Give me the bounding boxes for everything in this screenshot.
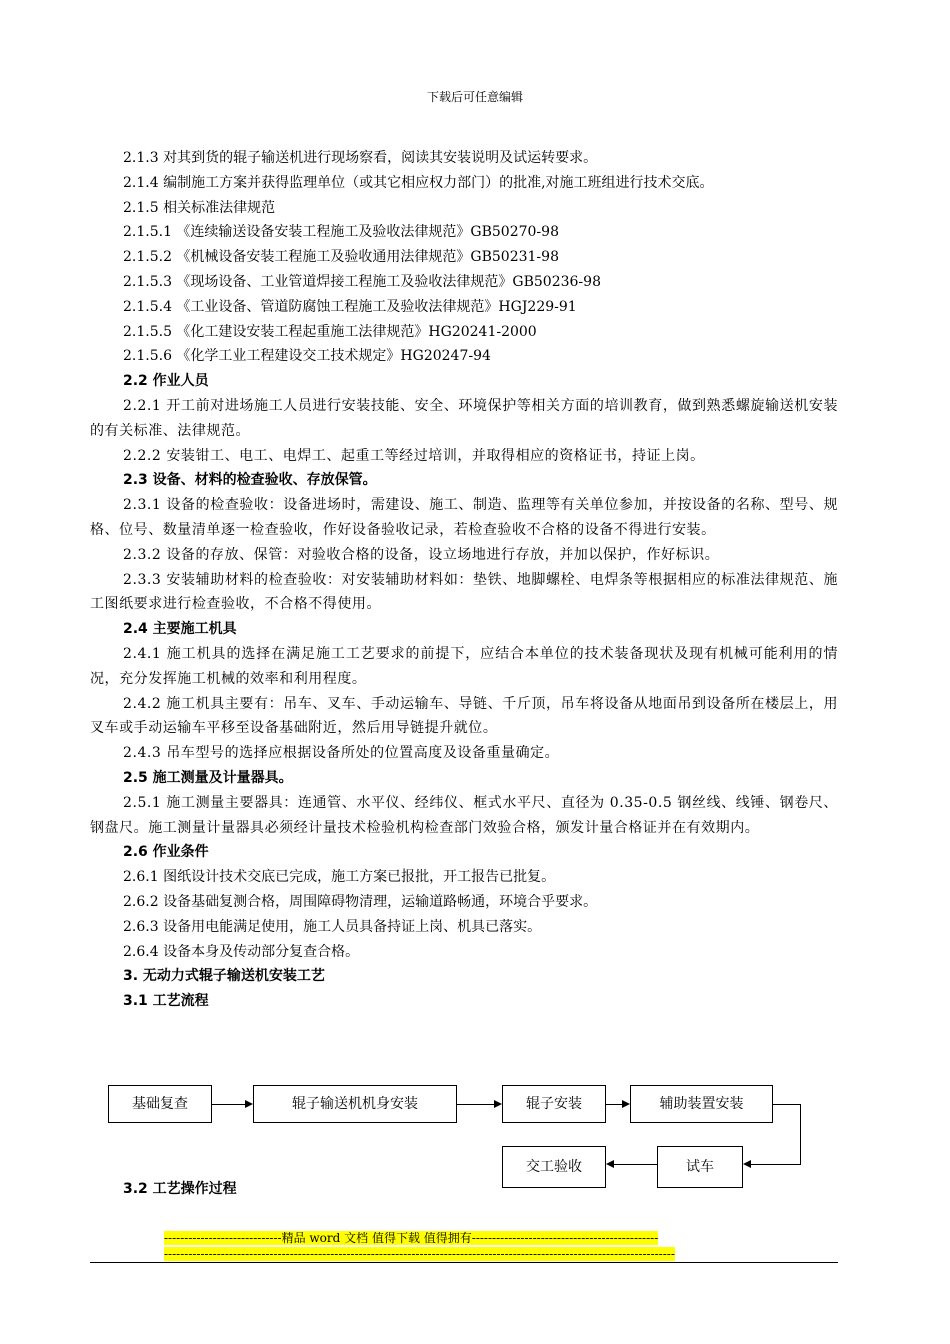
clause-2-6-4: 2.6.4 设备本身及传动部分复查合格。 xyxy=(123,943,360,960)
flow-arrow-head-4 xyxy=(743,1160,751,1168)
section-heading-2-5: 2.5 施工测量及计量器具。 xyxy=(123,769,293,786)
flow-arrow-line-3 xyxy=(606,1104,623,1105)
flow-connector-right xyxy=(773,1104,800,1105)
section-heading-2-2: 2.2 作业人员 xyxy=(123,373,209,390)
flow-arrow-line-1 xyxy=(212,1104,246,1105)
clause-2-1-3: 2.1.3 对其到货的辊子输送机进行现场察看，阅读其安装说明及试运转要求。 xyxy=(123,150,598,166)
clause-2-3-3: 2.3.3 安装辅助材料的检查验收：对安装辅助材料如：垫铁、地脚螺栓、电焊条等根据相应的标准法律规范、施工图纸要求进行检查验收，不合格不得使用。 xyxy=(90,571,838,613)
clause-2-4-2: 2.4.2 施工机具主要有：吊车、叉车、手动运输车、导链、千斤顶，吊车将设备从地面吊到设备所在楼层上，用叉车或手动运输车平移至设备基础附近，然后用导链提升就位。 xyxy=(90,695,838,737)
section-heading-2-6: 2.6 作业条件 xyxy=(123,844,209,861)
clause-2-1-4: 2.1.4 编制施工方案并获得监理单位（或其它相应权力部门）的批准,对施工班组进行技术交底。 xyxy=(123,174,714,191)
footer-banner xyxy=(164,1230,675,1262)
flow-arrow-head-3 xyxy=(622,1100,630,1108)
clause-2-3-1: 2.3.1 设备的检查验收：设备进场时，需建设、施工、制造、监理等有关单位参加，并按设备的名称、型号、规格、位号、数量清单逐一检查验收，作好设备验收记录，若检查验收不合格的设备不得进行安装。 xyxy=(90,497,838,538)
clause-2-3-2: 2.3.2 设备的存放、保管：对验收合格的设备，设立场地进行存放，并加以保护，作好标识。 xyxy=(123,546,720,563)
section-heading-3-1: 3.1 工艺流程 xyxy=(123,993,209,1010)
footer-line-1: -----------------------------精品 word 文档 值得下载 值得拥有---------------------------------------------- xyxy=(164,1231,659,1245)
clause-2-6-2: 2.6.2 设备基础复测合格，周围障碍物清理，运输道路畅通，环境合乎要求。 xyxy=(123,893,598,910)
flow-arrow-head-5 xyxy=(606,1160,614,1168)
clause-2-1-5-3: 2.1.5.3 《现场设备、工业管道焊接工程施工及验收法律规范》GB50236-98 xyxy=(123,273,601,290)
footer-rule xyxy=(90,1262,838,1263)
section-heading-3: 3. 无动力式辊子输送机安装工艺 xyxy=(123,968,325,985)
flow-arrow-line-5 xyxy=(614,1164,657,1165)
flow-box-test-run: 试车 xyxy=(657,1146,743,1188)
flow-box-frame-install: 辊子输送机机身安装 xyxy=(253,1085,457,1123)
clause-2-2-1: 2.2.1 开工前对进场施工人员进行安装技能、安全、环境保护等相关方面的培训教育，做到熟悉螺旋输送机安装的有关标准、法律规范。 xyxy=(90,397,838,439)
clause-2-1-5: 2.1.5 相关标准法律规范 xyxy=(123,199,276,216)
flow-arrow-head-1 xyxy=(245,1100,253,1108)
clause-2-1-5-2: 2.1.5.2 《机械设备安装工程施工及验收通用法律规范》GB50231-98 xyxy=(123,249,559,266)
clause-2-6-1: 2.6.1 图纸设计技术交底已完成，施工方案已报批，开工报告已批复。 xyxy=(123,869,556,886)
clause-2-1-5-4: 2.1.5.4 《工业设备、管道防腐蚀工程施工及验收法律规范》HGJ229-91 xyxy=(123,298,577,315)
clause-2-2-2: 2.2.2 安装钳工、电工、电焊工、起重工等经过培训，并取得相应的资格证书，持证上岗。 xyxy=(123,447,705,464)
flow-box-handover: 交工验收 xyxy=(502,1146,606,1188)
flow-arrow-head-2 xyxy=(494,1100,502,1108)
section-heading-2-4: 2.4 主要施工机具 xyxy=(123,621,237,638)
clause-2-5-1: 2.5.1 施工测量主要器具：连通管、水平仪、经纬仪、框式水平尺、直径为 0.35-0.5 钢丝线、线锤、钢卷尺、钢盘尺。施工测量计量器具必须经计量技术检验机构检查部门效验合格，颁发计量合格证并在有效期内。 xyxy=(90,794,838,836)
flow-connector-down xyxy=(800,1104,801,1164)
clause-2-6-3: 2.6.3 设备用电能满足使用，施工人员具备持证上岗、机具已落实。 xyxy=(123,918,542,935)
page-header: 下载后可任意编辑 xyxy=(426,90,523,104)
footer-line-2: ------------------------------------------------------------------------------------------------------------------------------ xyxy=(164,1247,675,1261)
clause-2-4-3: 2.4.3 吊车型号的选择应根据设备所处的位置高度及设备重量确定。 xyxy=(123,745,560,762)
flow-arrow-line-4 xyxy=(751,1164,801,1165)
clause-2-4-1: 2.4.1 施工机具的选择在满足施工工艺要求的前提下，应结合本单位的技术装备现状及现有机械可能利用的情况，充分发挥施工机械的效率和利用程度。 xyxy=(90,645,838,687)
flow-box-foundation-check: 基础复查 xyxy=(108,1085,212,1123)
flow-box-auxiliary-install: 辅助装置安装 xyxy=(630,1085,773,1123)
section-heading-3-2: 3.2 工艺操作过程 xyxy=(123,1181,237,1197)
section-heading-2-3: 2.3 设备、材料的检查验收、存放保管。 xyxy=(123,472,377,489)
clause-2-1-5-6: 2.1.5.6 《化学工业工程建设交工技术规定》HG20247-94 xyxy=(123,348,491,365)
clause-2-1-5-1: 2.1.5.1 《连续输送设备安装工程施工及验收法律规范》GB50270-98 xyxy=(123,224,559,241)
clause-2-1-5-5: 2.1.5.5 《化工建设安装工程起重施工法律规范》HG20241-2000 xyxy=(123,323,537,340)
flow-box-roller-install: 辊子安装 xyxy=(502,1085,606,1123)
flow-arrow-line-2 xyxy=(457,1104,495,1105)
